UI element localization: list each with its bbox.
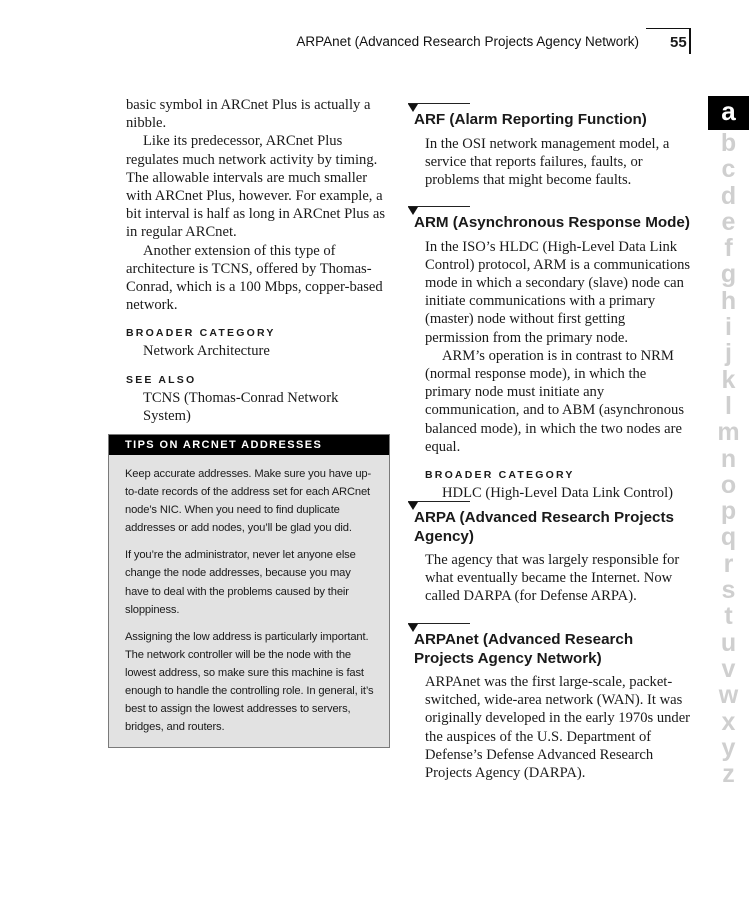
entry-body: The agency that was largely responsible for what eventually became the Internet. Now called DARPA (for Defense ARPA). — [425, 552, 680, 605]
alpha-letter: f — [724, 234, 733, 263]
entry-body: In the OSI network management model, a service that reports failures, faults, or problems that might become faults. — [425, 135, 670, 188]
entry-arpa — [414, 509, 696, 606]
alpha-letter: c — [721, 155, 736, 184]
paragraph: basic symbol in ARCnet Plus is actually a nibble. — [126, 97, 371, 132]
alphabet-index — [708, 96, 749, 787]
paragraph: Like its predecessor, ARCnet Plus regulates much network activity by timing. The allowable intervals are much smaller with ARCnet Plus, however. For example, a bit interval is half as long in ARCnet Plus as in regular ARCnet. — [126, 133, 386, 241]
tips-body — [109, 455, 389, 736]
entry-marker-icon — [408, 624, 418, 632]
alpha-letter: w — [718, 681, 739, 710]
entry-body: ARPAnet was the first large-scale, packet-switched, wide-area network (WAN). It was originally developed in the early 1970s under the auspices of the U.S. Department of Defense’s Defense Advanced Research Projects Agency (DARPA). — [425, 674, 691, 782]
entry-arm — [414, 214, 696, 502]
tip-paragraph: Keep accurate addresses. Make sure you have up-to-date records of the address set for each ARCnet node’s NIC. When you need to find duplicate addresses or add nodes, you’ll be glad you did. — [125, 468, 372, 535]
tip-paragraph: If you’re the administrator, never let anyone else change the node addresses, because you may have to deal with the problems caused by their sloppiness. — [125, 549, 356, 616]
entry-marker-icon — [408, 104, 418, 112]
entry-title: ARPAnet (Advanced Research Projects Agency Network) — [414, 631, 634, 667]
entry-title: ARPA (Advanced Research Projects Agency) — [414, 509, 674, 545]
tips-box — [108, 434, 390, 748]
alpha-letter: b — [720, 129, 737, 157]
entry-body: ARM’s operation is in contrast to NRM (normal response mode), in which the primary node must initiate any communication, and to ABM (asynchronous balanced mode), in which the two nodes are equal. — [425, 347, 685, 455]
entry-marker-icon — [408, 207, 418, 215]
broader-category-value: Network Architecture — [143, 343, 270, 360]
alpha-letter: z — [722, 760, 735, 789]
left-column — [126, 96, 388, 425]
running-title: ARPAnet (Advanced Research Projects Agency Network) — [296, 34, 639, 49]
broader-category-label: BROADER CATEGORY — [425, 468, 575, 481]
alpha-letter: k — [721, 365, 736, 394]
tips-title: TIPS ON ARCNET ADDRESSES — [109, 435, 389, 455]
alpha-letter: l — [725, 391, 732, 420]
entry-body: In the ISO’s HLDC (High-Level Data Link Control) protocol, ARM is a communications mode in which a secondary (slave) node can initiate communications with a primary (master) node without first getting permission from the primary node. — [425, 238, 691, 346]
broader-category-label: BROADER CATEGORY — [126, 327, 276, 340]
see-also-value: TCNS (Thomas-Conrad Network System) — [143, 390, 339, 425]
alpha-letter: e — [721, 207, 736, 236]
alpha-letter: r — [723, 549, 734, 578]
alpha-letter: x — [721, 707, 736, 736]
alpha-letter: d — [720, 181, 737, 210]
see-also-label: SEE ALSO — [126, 374, 197, 387]
alpha-letter: p — [720, 497, 737, 526]
entry-arf — [414, 111, 696, 189]
entry-title: ARF (Alarm Reporting Function) — [414, 111, 647, 128]
alpha-letter: o — [720, 470, 737, 499]
alpha-letter: u — [720, 628, 737, 657]
alpha-letter: t — [724, 602, 733, 631]
alpha-letter: i — [725, 313, 732, 342]
broader-category-value: HDLC (High-Level Data Link Control) — [442, 484, 674, 501]
entry-title: ARM (Asynchronous Response Mode) — [414, 214, 690, 231]
header-rule — [646, 28, 690, 29]
alpha-current-letter: a — [708, 96, 749, 130]
page-number: 55 — [670, 34, 687, 51]
alpha-letter: v — [721, 654, 736, 683]
tip-paragraph: Assigning the low address is particularly important. The network controller will be the node with the lowest address, so make sure this machine is fast enough to handle the controlling role. In general, it’s best to assign the lowest addresses to servers, bridges, and routers. — [125, 630, 374, 734]
alpha-letter: s — [721, 576, 736, 605]
alpha-letter: h — [720, 286, 737, 315]
entry-arpanet — [414, 631, 696, 782]
alpha-letter: g — [720, 260, 737, 289]
alpha-letter: y — [721, 733, 736, 762]
header-rule-vertical — [689, 28, 691, 54]
alpha-letter: j — [725, 339, 732, 368]
entry-marker-icon — [408, 502, 418, 510]
alpha-letter: m — [717, 418, 740, 447]
paragraph: Another extension of this type of architecture is TCNS, offered by Thomas-Conrad, which is a 100 Mbps, copper-based network. — [126, 242, 383, 314]
alpha-letter: q — [720, 523, 737, 552]
alpha-letter: n — [720, 444, 737, 473]
